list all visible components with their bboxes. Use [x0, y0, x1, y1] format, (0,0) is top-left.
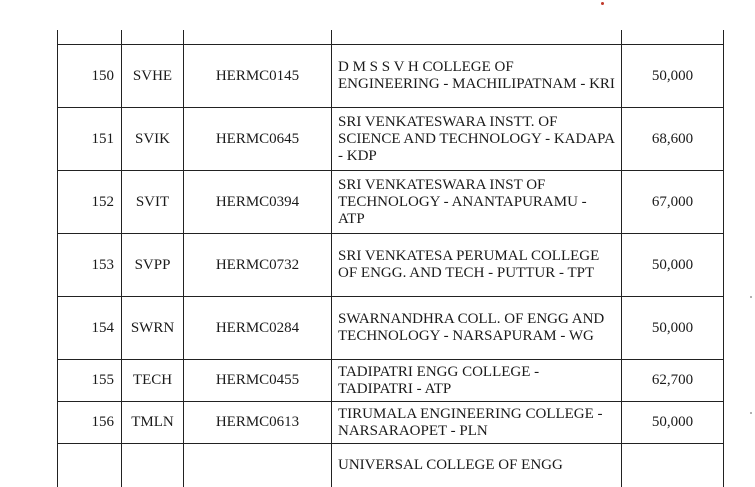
- registration-code-cell: HERMC0145: [184, 45, 332, 108]
- table-row: [58, 234, 724, 297]
- registration-code-cell: HERMC0455: [184, 360, 332, 402]
- college-code-cell: TECH: [122, 360, 184, 402]
- serial-number-cell: 156: [58, 402, 122, 444]
- registration-code-cell: HERMC0613: [184, 402, 332, 444]
- table-row: [58, 360, 724, 402]
- amount-cell: 68,600: [622, 108, 724, 171]
- red-ink-mark: [601, 2, 604, 5]
- table-row: [58, 402, 724, 444]
- college-name-cell: SRI VENKATESA PERUMAL COLLEGE OF ENGG. AND TECH - PUTTUR - TPT: [332, 234, 622, 297]
- table-row: [58, 108, 724, 171]
- scan-speck: [750, 412, 752, 414]
- registration-code-cell: HERMC0284: [184, 297, 332, 360]
- college-name-cell: SRI VENKATESWARA INSTT. OF SCIENCE AND TECHNOLOGY - KADAPA - KDP: [332, 108, 622, 171]
- serial-number-cell: 154: [58, 297, 122, 360]
- college-code-cell: SVIT: [122, 171, 184, 234]
- registration-code-cell: HERMC0394: [184, 171, 332, 234]
- serial-number-cell: 150: [58, 45, 122, 108]
- registration-code-cell: HERMC0645: [184, 108, 332, 171]
- table-row-partial: [58, 444, 724, 487]
- amount-cell: 50,000: [622, 297, 724, 360]
- serial-number-cell: 153: [58, 234, 122, 297]
- college-name-cell: D M S S V H COLLEGE OF ENGINEERING - MACHILIPATNAM - KRI: [332, 45, 622, 108]
- college-code-cell: SVPP: [122, 234, 184, 297]
- college-code-cell: SVIK: [122, 108, 184, 171]
- serial-number-cell: 151: [58, 108, 122, 171]
- amount-cell: 50,000: [622, 45, 724, 108]
- college-code-cell: SWRN: [122, 297, 184, 360]
- serial-number-cell: 155: [58, 360, 122, 402]
- amount-cell: 67,000: [622, 171, 724, 234]
- table-row-previous-stub: [58, 30, 724, 45]
- fee-table: [57, 30, 724, 487]
- table-row: [58, 171, 724, 234]
- college-name-cell: SWARNANDHRA COLL. OF ENGG AND TECHNOLOGY - NARSAPURAM - WG: [332, 297, 622, 360]
- college-name-cell: TIRUMALA ENGINEERING COLLEGE - NARSARAOPET - PLN: [332, 402, 622, 444]
- scan-speck: [750, 296, 752, 298]
- college-name-cell: SRI VENKATESWARA INST OF TECHNOLOGY - ANANTAPURAMU - ATP: [332, 171, 622, 234]
- college-name-cell: TADIPATRI ENGG COLLEGE - TADIPATRI - ATP: [332, 360, 622, 402]
- amount-cell: 62,700: [622, 360, 724, 402]
- serial-number-cell: 152: [58, 171, 122, 234]
- amount-cell: 50,000: [622, 402, 724, 444]
- table-row: [58, 45, 724, 108]
- college-code-cell: SVHE: [122, 45, 184, 108]
- college-code-cell: TMLN: [122, 402, 184, 444]
- table-row: [58, 297, 724, 360]
- college-name-partial: UNIVERSAL COLLEGE OF ENGG: [338, 457, 615, 467]
- amount-cell: 50,000: [622, 234, 724, 297]
- college-name-cell: [332, 444, 622, 487]
- registration-code-cell: HERMC0732: [184, 234, 332, 297]
